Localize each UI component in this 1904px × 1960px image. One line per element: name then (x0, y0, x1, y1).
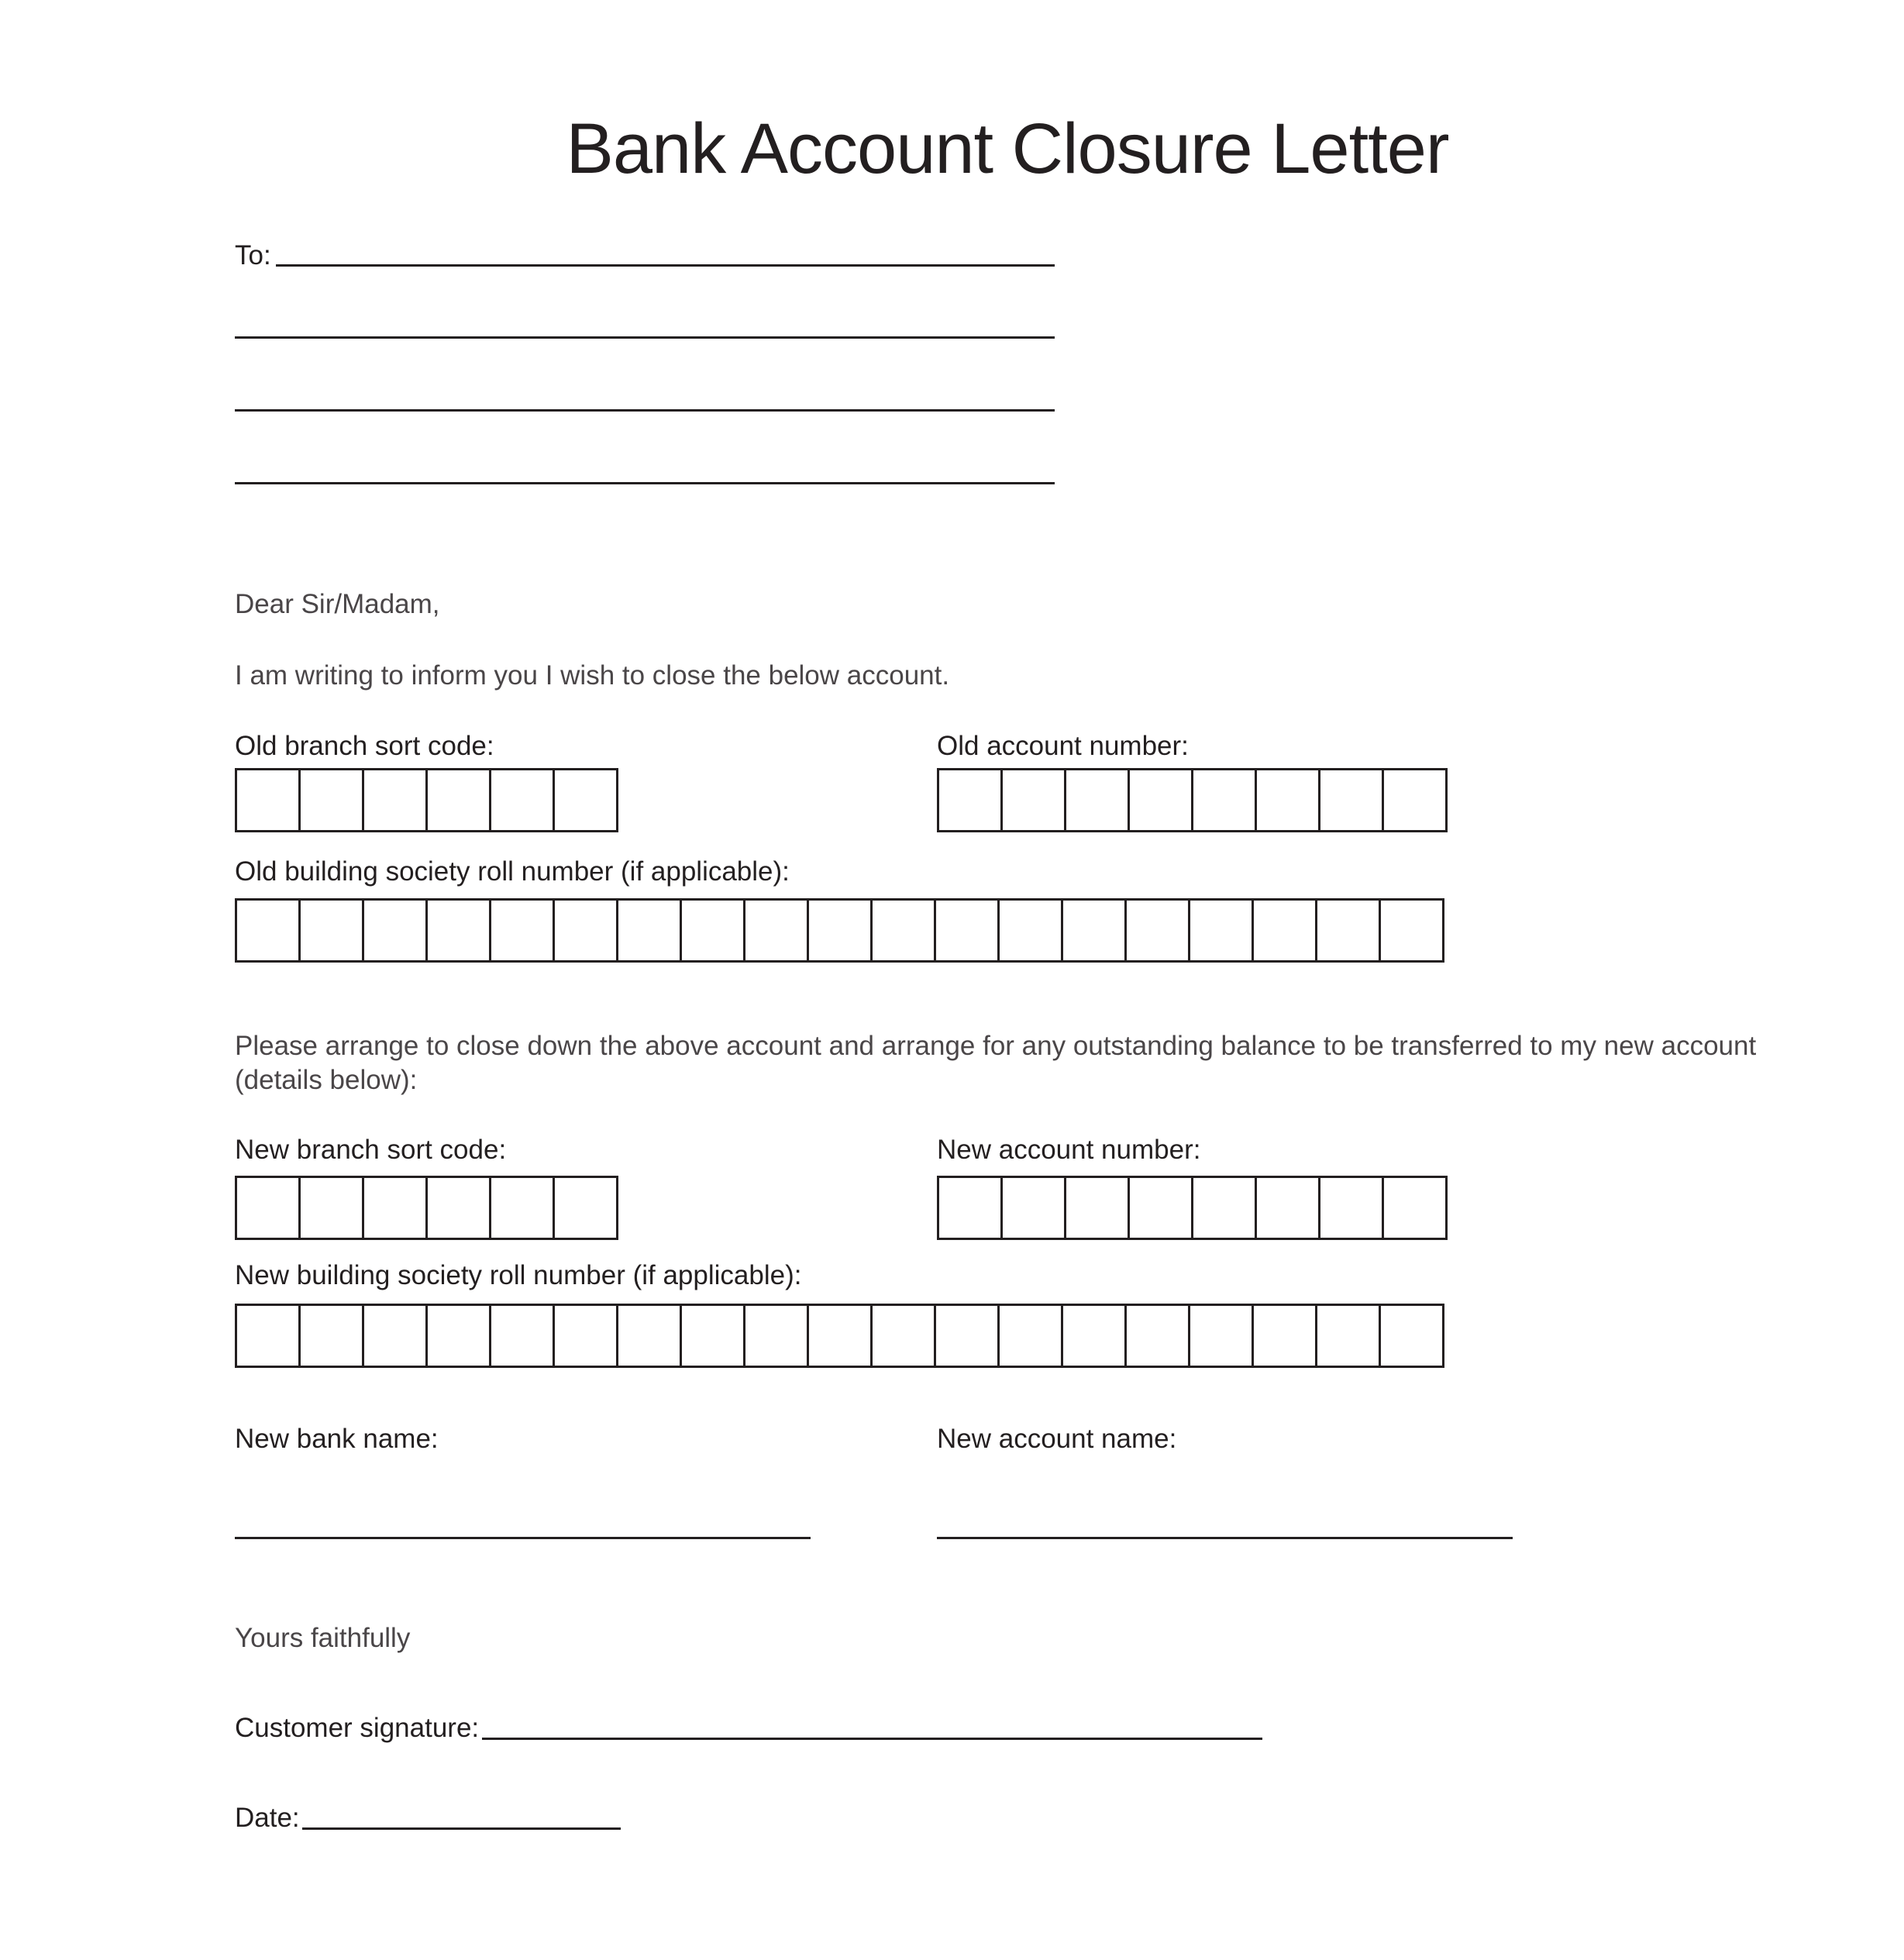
new-sort-code-boxes[interactable] (235, 1176, 618, 1240)
character-box[interactable] (1384, 770, 1448, 830)
to-line-2[interactable] (235, 336, 1055, 339)
date-label: Date: (235, 1803, 300, 1833)
character-box[interactable] (491, 1306, 555, 1366)
new-account-number-label: New account number: (937, 1135, 1201, 1165)
old-roll-number-boxes[interactable] (235, 898, 1444, 963)
character-box[interactable] (809, 901, 873, 960)
character-box[interactable] (1384, 1178, 1448, 1238)
character-box[interactable] (1193, 1178, 1257, 1238)
character-box[interactable] (364, 901, 428, 960)
instruction-text-line-1: Please arrange to close down the above account and arrange for any outstanding balance to be transferred to my new account (235, 1031, 1757, 1061)
character-box[interactable] (1317, 901, 1381, 960)
intro-text: I am writing to inform you I wish to close the below account. (235, 660, 950, 691)
character-box[interactable] (873, 1306, 936, 1366)
character-box[interactable] (555, 1178, 618, 1238)
character-box[interactable] (301, 1306, 364, 1366)
character-box[interactable] (237, 1306, 301, 1366)
character-box[interactable] (428, 901, 491, 960)
character-box[interactable] (555, 770, 618, 830)
new-bank-name-line[interactable] (235, 1537, 811, 1539)
to-label: To: (235, 240, 271, 270)
character-box[interactable] (1063, 1306, 1127, 1366)
character-box[interactable] (1127, 901, 1190, 960)
character-box[interactable] (1320, 770, 1384, 830)
character-box[interactable] (1317, 1306, 1381, 1366)
old-sort-code-boxes[interactable] (235, 768, 618, 832)
new-roll-number-label: New building society roll number (if applicable): (235, 1260, 802, 1290)
character-box[interactable] (618, 1306, 682, 1366)
character-box[interactable] (1063, 901, 1127, 960)
character-box[interactable] (1257, 1178, 1320, 1238)
character-box[interactable] (428, 1178, 491, 1238)
character-box[interactable] (1003, 770, 1066, 830)
character-box[interactable] (1066, 1178, 1130, 1238)
character-box[interactable] (1381, 1306, 1444, 1366)
character-box[interactable] (1254, 1306, 1317, 1366)
character-box[interactable] (364, 1178, 428, 1238)
to-line-3[interactable] (235, 409, 1055, 412)
character-box[interactable] (555, 1306, 618, 1366)
new-account-name-line[interactable] (937, 1537, 1513, 1539)
new-bank-name-label: New bank name: (235, 1424, 439, 1454)
character-box[interactable] (939, 770, 1003, 830)
character-box[interactable] (237, 1178, 301, 1238)
character-box[interactable] (491, 770, 555, 830)
closing-text: Yours faithfully (235, 1623, 411, 1653)
character-box[interactable] (364, 1306, 428, 1366)
new-account-name-label: New account name: (937, 1424, 1177, 1454)
character-box[interactable] (1003, 1178, 1066, 1238)
character-box[interactable] (301, 901, 364, 960)
to-line-4[interactable] (235, 482, 1055, 484)
customer-signature-line[interactable] (482, 1738, 1262, 1740)
character-box[interactable] (301, 770, 364, 830)
old-account-number-label: Old account number: (937, 731, 1189, 761)
character-box[interactable] (555, 901, 618, 960)
page-title: Bank Account Closure Letter (566, 109, 1449, 188)
character-box[interactable] (491, 1178, 555, 1238)
character-box[interactable] (1130, 770, 1193, 830)
character-box[interactable] (1254, 901, 1317, 960)
old-account-number-boxes[interactable] (937, 768, 1448, 832)
old-sort-code-label: Old branch sort code: (235, 731, 494, 761)
character-box[interactable] (1320, 1178, 1384, 1238)
character-box[interactable] (682, 901, 745, 960)
character-box[interactable] (237, 770, 301, 830)
new-roll-number-boxes[interactable] (235, 1304, 1444, 1368)
greeting: Dear Sir/Madam, (235, 589, 440, 619)
new-account-number-boxes[interactable] (937, 1176, 1448, 1240)
character-box[interactable] (1190, 1306, 1254, 1366)
character-box[interactable] (1000, 1306, 1063, 1366)
character-box[interactable] (745, 901, 809, 960)
date-line[interactable] (302, 1827, 621, 1830)
character-box[interactable] (428, 770, 491, 830)
character-box[interactable] (745, 1306, 809, 1366)
character-box[interactable] (428, 1306, 491, 1366)
character-box[interactable] (301, 1178, 364, 1238)
character-box[interactable] (1381, 901, 1444, 960)
character-box[interactable] (1127, 1306, 1190, 1366)
character-box[interactable] (1257, 770, 1320, 830)
character-box[interactable] (1190, 901, 1254, 960)
character-box[interactable] (1000, 901, 1063, 960)
character-box[interactable] (939, 1178, 1003, 1238)
character-box[interactable] (936, 901, 1000, 960)
character-box[interactable] (1130, 1178, 1193, 1238)
character-box[interactable] (936, 1306, 1000, 1366)
new-sort-code-label: New branch sort code: (235, 1135, 507, 1165)
character-box[interactable] (491, 901, 555, 960)
character-box[interactable] (682, 1306, 745, 1366)
old-roll-number-label: Old building society roll number (if applicable): (235, 856, 790, 887)
customer-signature-label: Customer signature: (235, 1713, 480, 1743)
character-box[interactable] (237, 901, 301, 960)
character-box[interactable] (873, 901, 936, 960)
character-box[interactable] (1066, 770, 1130, 830)
character-box[interactable] (618, 901, 682, 960)
character-box[interactable] (364, 770, 428, 830)
character-box[interactable] (809, 1306, 873, 1366)
character-box[interactable] (1193, 770, 1257, 830)
instruction-text-line-2: (details below): (235, 1065, 418, 1095)
to-line-1[interactable] (276, 264, 1055, 267)
